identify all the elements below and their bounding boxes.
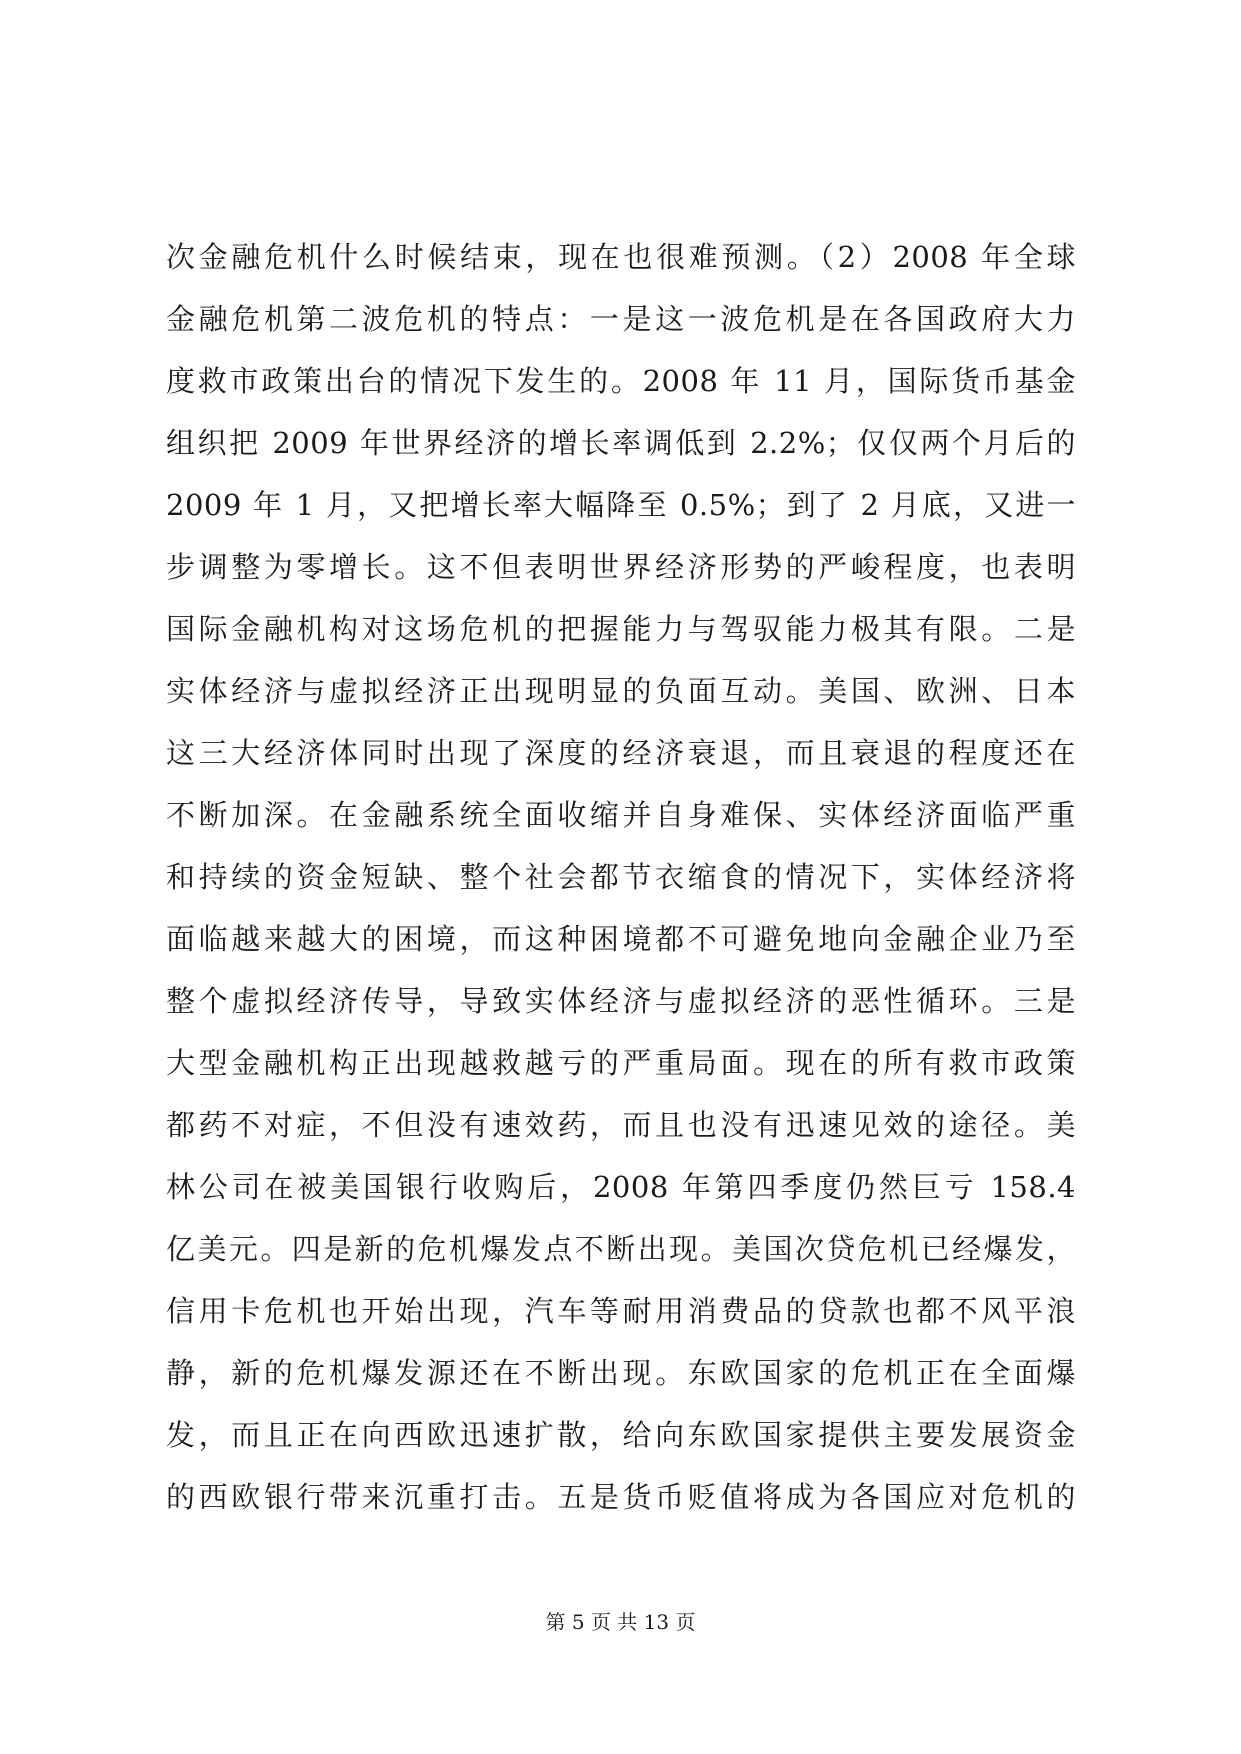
text-line: 组织把 2009 年世界经济的增长率调低到 2.2%；仅仅两个月后的 (166, 426, 1076, 460)
text-line: 和持续的资金短缺、整个社会都节衣缩食的情况下，实体经济将 (166, 860, 1076, 894)
text-line: 度救市政策出台的情况下发生的。2008 年 11 月，国际货币基金 (166, 364, 1076, 398)
text-line: 步调整为零增长。这不但表明世界经济形势的严峻程度，也表明 (166, 550, 1076, 584)
text-line: 面临越来越大的困境，而这种困境都不可避免地向金融企业乃至 (166, 922, 1076, 956)
text-line: 林公司在被美国银行收购后，2008 年第四季度仍然巨亏 158.4 (166, 1170, 1076, 1204)
page-footer (0, 1608, 1241, 1636)
text-line: 这三大经济体同时出现了深度的经济衰退，而且衰退的程度还在 (166, 736, 1076, 770)
body-text (166, 226, 1076, 1528)
text-line: 不断加深。在金融系统全面收缩并自身难保、实体经济面临严重 (166, 798, 1076, 832)
text-line: 金融危机第二波危机的特点：一是这一波危机是在各国政府大力 (166, 302, 1076, 336)
text-line: 的西欧银行带来沉重打击。五是货币贬值将成为各国应对危机的 (166, 1480, 1076, 1514)
text-line: 次金融危机什么时候结束，现在也很难预测。（2）2008 年全球 (166, 240, 1076, 274)
text-line: 亿美元。四是新的危机爆发点不断出现。美国次贷危机已经爆发， (166, 1232, 1076, 1266)
text-line: 大型金融机构正出现越救越亏的严重局面。现在的所有救市政策 (166, 1046, 1076, 1080)
text-line: 实体经济与虚拟经济正出现明显的负面互动。美国、欧洲、日本 (166, 674, 1076, 708)
text-line: 国际金融机构对这场危机的把握能力与驾驭能力极其有限。二是 (166, 612, 1076, 646)
text-line: 发，而且正在向西欧迅速扩散，给向东欧国家提供主要发展资金 (166, 1418, 1076, 1452)
text-line: 静，新的危机爆发源还在不断出现。东欧国家的危机正在全面爆 (166, 1356, 1076, 1390)
text-line: 2009 年 1 月，又把增长率大幅降至 0.5%；到了 2 月底，又进一 (166, 488, 1076, 522)
text-line: 整个虚拟经济传导，导致实体经济与虚拟经济的恶性循环。三是 (166, 984, 1076, 1018)
text-line: 都药不对症，不但没有速效药，而且也没有迅速见效的途径。美 (166, 1108, 1076, 1142)
text-line: 信用卡危机也开始出现，汽车等耐用消费品的贷款也都不风平浪 (166, 1294, 1076, 1328)
page-number: 第 5 页 共 13 页 (545, 1610, 696, 1634)
